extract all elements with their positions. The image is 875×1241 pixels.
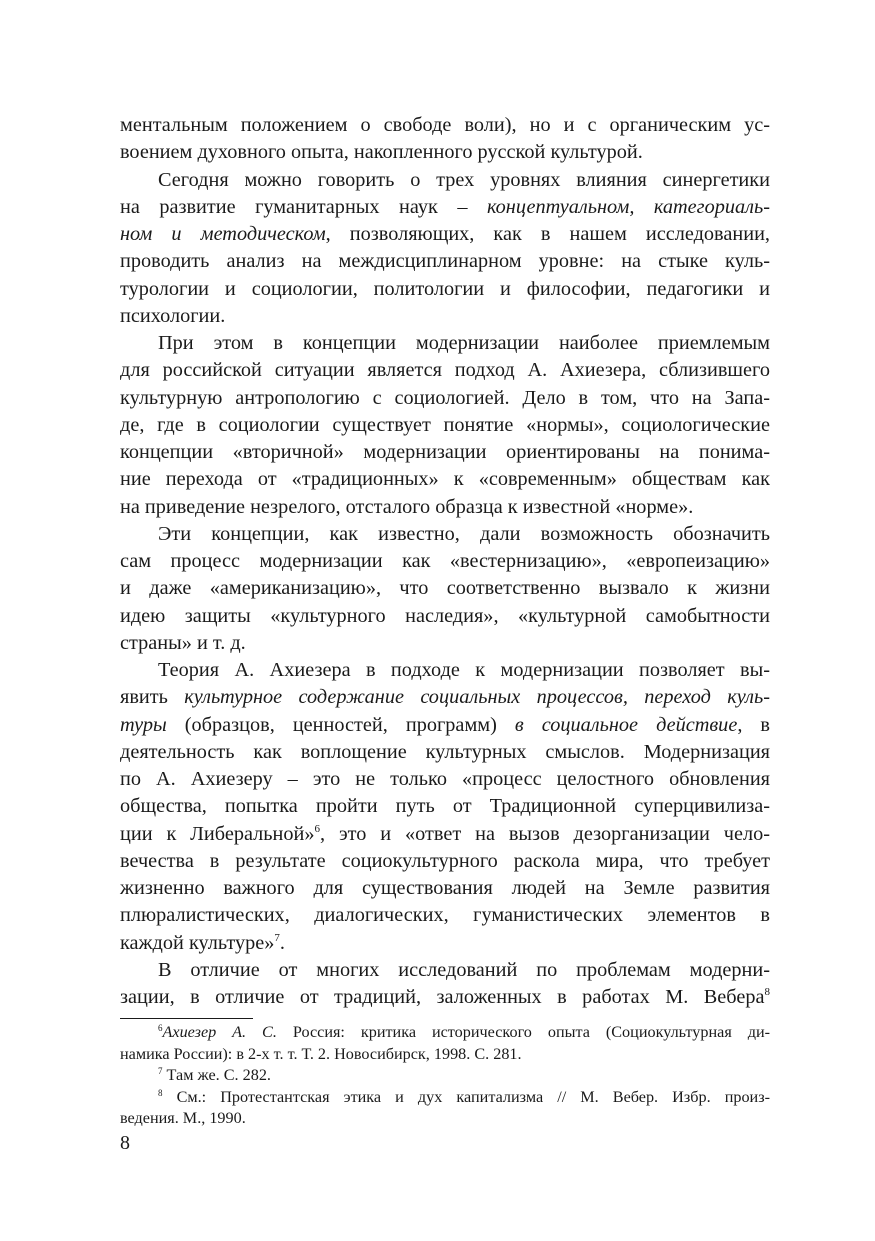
text-line: намика России): в 2-х т. т. Т. 2. Новосибирск, 1998. С. 281.	[120, 1044, 522, 1063]
paragraph	[120, 957, 770, 1012]
emphasis-text: туры	[120, 713, 167, 736]
footnote-ref[interactable]: 6	[314, 822, 321, 835]
text-line: концепции «вторичной» модернизации ориентированы на понима-	[120, 441, 770, 463]
emphasis-text: концептуальном, категориаль-	[486, 195, 770, 218]
text-line: на приведение незрелого, отсталого образца к известной «норме».	[120, 495, 694, 518]
text-line: ментальным положением о свободе воли), но и с органическим ус-	[120, 114, 770, 136]
text-line	[120, 1087, 770, 1109]
text-line	[120, 194, 770, 221]
text-line: психологии.	[120, 304, 226, 327]
text-run: Россия: критика исторического опыта (Социокультурная ди-	[276, 1023, 771, 1041]
footnote-author: Ахиезер А. С.	[162, 1023, 277, 1041]
text-line	[120, 821, 770, 848]
text-run: явить	[120, 686, 185, 709]
text-run: , позволяющих, как в нашем исследовании,	[325, 223, 770, 245]
text-run: на развитие гуманитарных наук –	[120, 195, 487, 218]
text-line: турологии и социологии, политологии и философии, педагогики и	[120, 277, 770, 300]
text-line: по А. Ахиезеру – это не только «процесс целостного обновления	[120, 768, 770, 790]
text-line: де, где в социологии существует понятие «нормы», социологические	[120, 413, 770, 436]
text-line: При этом в концепции модернизации наиболее приемлемым	[158, 332, 770, 354]
text-run: , это и «ответ на вызов дезорганизации чело-	[320, 822, 770, 845]
text-line: для российской ситуации является подход А. Ахиезера, сблизившего	[120, 359, 770, 382]
text-line: Теория А. Ахиезера в подходе к модернизации позволяет вы-	[158, 659, 770, 681]
text-run: , в	[737, 713, 770, 736]
text-line: В отличие от многих исследований по проблемам модерни-	[158, 958, 770, 981]
footnote-divider	[120, 1018, 253, 1019]
text-line: Эти концепции, как известно, дали возможность обозначить	[158, 522, 770, 545]
text-line	[120, 984, 770, 1011]
text-run: ции к Либеральной»	[120, 822, 315, 845]
text-line: деятельность как воплощение культурных смыслов. Модернизация	[120, 740, 770, 763]
text-run: См.: Протестантская этика и дух капитализма // М. Вебер. Избр. произ-	[162, 1087, 770, 1106]
text-run: каждой культуре»	[120, 931, 275, 954]
text-line	[120, 221, 770, 248]
text-line	[120, 1022, 770, 1044]
text-line: жизненно важного для существования людей на Земле развития	[120, 877, 770, 899]
text-run: Там же. С. 282.	[162, 1066, 271, 1084]
main-text	[120, 112, 770, 1011]
paragraph	[120, 657, 770, 957]
paragraph	[120, 521, 770, 657]
text-line	[120, 930, 770, 957]
text-run: зации, в отличие от традиций, заложенных в работах М. Вебера	[120, 986, 765, 1008]
footnote	[120, 1087, 770, 1130]
text-line: вечества в результате социокультурного раскола мира, что требует	[120, 849, 770, 872]
footnote-number: 6	[158, 1023, 163, 1033]
footnote-ref[interactable]: 7	[274, 931, 280, 944]
footnote-number: 7	[158, 1066, 163, 1076]
footnote	[120, 1022, 770, 1065]
emphasis-text: ном и методическом	[120, 223, 326, 245]
text-line: общества, попытка пройти путь от Традиционной суперцивилиза-	[120, 795, 770, 818]
text-line: культурную антропологию с социологией. Дело в том, что на Запа-	[120, 386, 770, 409]
text-line	[120, 712, 770, 739]
text-line: Сегодня можно говорить о трех уровнях влияния синергетики	[158, 168, 770, 191]
footnote	[120, 1065, 770, 1087]
text-line: и даже «американизацию», что соответственно вызвало к жизни	[120, 577, 770, 600]
text-run: (образцов, ценностей, программ)	[166, 713, 515, 736]
text-line: плюралистических, диалогических, гуманистических элементов в	[120, 904, 770, 927]
emphasis-text: в социальное действие	[514, 713, 738, 736]
text-line: проводить анализ на междисциплинарном уровне: на стыке куль-	[120, 250, 770, 273]
footnote-ref[interactable]: 8	[764, 986, 770, 998]
paragraph	[120, 167, 770, 331]
footnotes	[120, 1022, 770, 1130]
text-line: страны» и т. д.	[120, 631, 246, 654]
text-line: ние перехода от «традиционных» к «современным» обществам как	[120, 468, 770, 491]
text-line: ведения. М., 1990.	[120, 1109, 246, 1127]
paragraph	[120, 330, 770, 521]
text-line: сам процесс модернизации как «вестернизацию», «европеизацию»	[120, 550, 770, 572]
page-number: 8	[120, 1132, 130, 1154]
footnote-number: 8	[158, 1087, 163, 1098]
text-run: .	[279, 931, 285, 954]
text-line: воением духовного опыта, накопленного русской культурой.	[120, 141, 643, 164]
emphasis-text: культурное содержание социальных процессов, переход куль-	[184, 686, 770, 709]
paragraph	[120, 112, 770, 167]
text-line: идею защиты «культурного наследия», «культурной самобытности	[120, 604, 770, 627]
text-line	[120, 1065, 770, 1087]
text-line	[120, 684, 770, 711]
